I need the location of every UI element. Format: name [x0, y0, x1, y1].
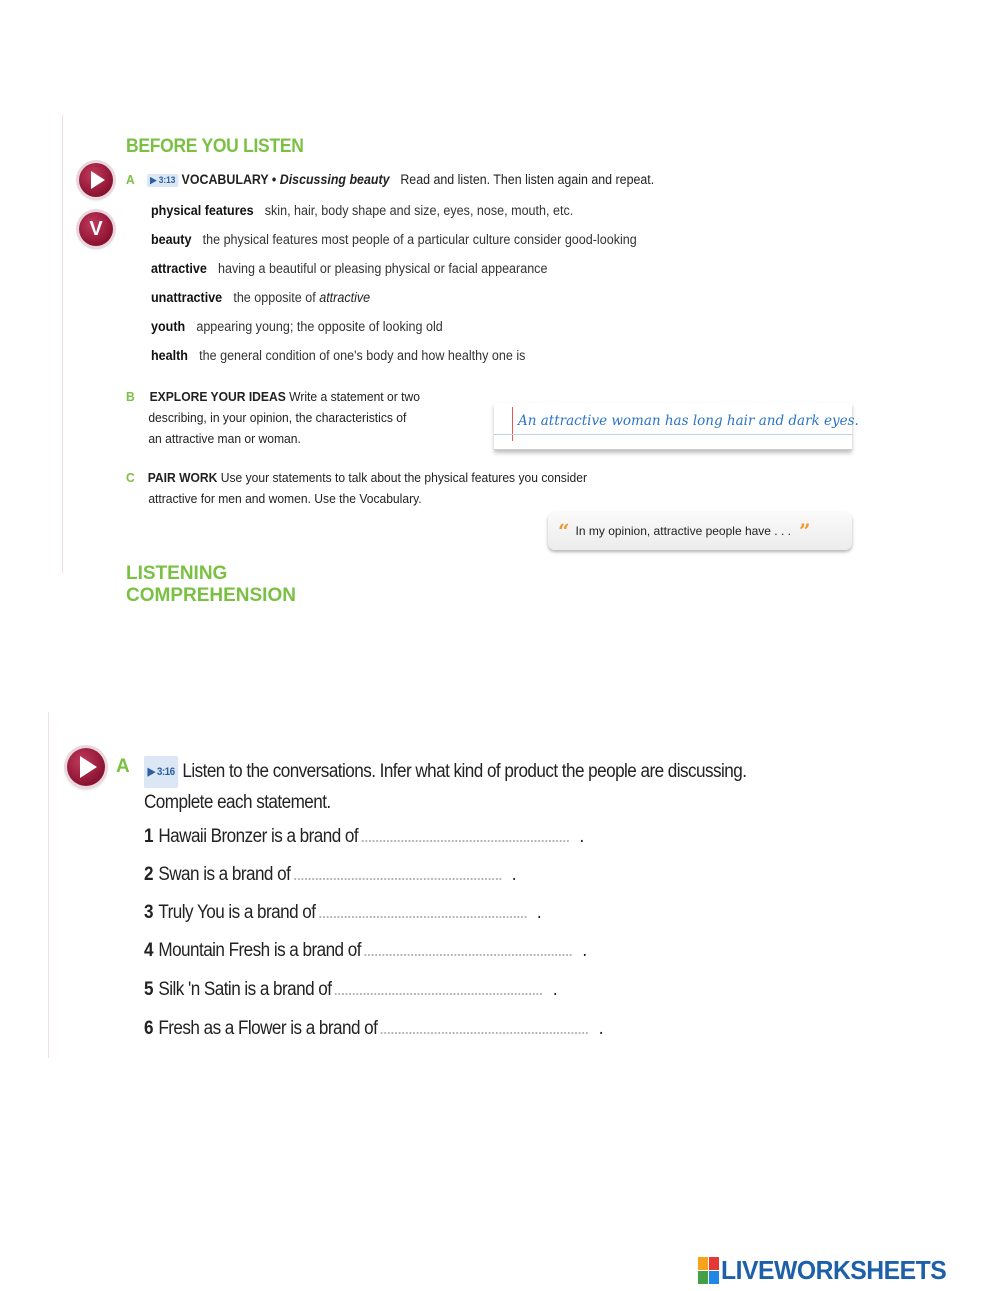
instruction-text: an attractive man or woman.	[148, 431, 301, 446]
vocab-item	[151, 348, 525, 363]
instruction-text: Read and listen. Then listen again and repeat.	[400, 172, 655, 187]
item-period: .	[552, 979, 558, 1000]
item-text: Mountain Fresh is a brand of	[158, 940, 361, 961]
logo-blocks-icon	[698, 1257, 719, 1284]
list-item	[144, 864, 516, 886]
instruction-text: attractive for men and women. Use the Vocabulary.	[148, 491, 422, 506]
example-note-card	[494, 403, 859, 450]
answer-blank[interactable]	[365, 940, 572, 956]
item-text: Truly You is a brand of	[158, 902, 316, 923]
exercise-a-instruction	[126, 172, 654, 187]
vocab-term: attractive	[151, 261, 207, 276]
play-button[interactable]	[79, 163, 113, 197]
item-text: Swan is a brand of	[158, 864, 291, 885]
item-period: .	[579, 826, 584, 847]
instruction-text: Write a statement or two	[289, 389, 420, 404]
vocab-definition: having a beautiful or pleasing physical or facial appearance	[218, 261, 548, 276]
vocab-item	[151, 290, 370, 305]
instruction-text: Listen to the conversations. Infer what kind of product the people are discussing.	[182, 761, 747, 783]
vocab-term: youth	[151, 319, 186, 334]
section-heading: BEFORE YOU LISTEN	[126, 136, 304, 157]
answer-blank[interactable]	[319, 902, 526, 918]
play-icon	[91, 171, 105, 189]
logo-text: LIVEWORKSHEETS	[721, 1254, 947, 1285]
answer-blank[interactable]	[381, 1018, 588, 1034]
audio-track-icon: ▶ 3:16	[144, 756, 178, 788]
quote-open-icon: “	[558, 519, 570, 543]
vocab-definition: appearing young; the opposite of looking old	[196, 319, 443, 334]
list-item	[144, 902, 541, 924]
liveworksheets-logo	[698, 1255, 958, 1285]
vocab-item	[151, 203, 573, 218]
exercise-letter: A	[116, 756, 130, 777]
speech-bubble	[548, 512, 852, 550]
item-period: .	[598, 1018, 603, 1039]
exercise-letter: C	[126, 470, 135, 485]
vocab-definition: skin, hair, body shape and size, eyes, nose, mouth, etc.	[264, 203, 574, 218]
vocab-term: physical features	[151, 203, 254, 218]
exercise-b	[126, 386, 420, 449]
list-item	[144, 940, 587, 962]
instruction-text: Complete each statement.	[144, 792, 331, 813]
audio-track-icon: ▶ 3:13	[147, 174, 178, 187]
exercise-letter: A	[126, 172, 135, 187]
vocab-definition-italic: attractive	[319, 290, 371, 305]
exercise-instruction	[144, 756, 746, 818]
answer-blank[interactable]	[335, 979, 542, 995]
vocabulary-v-icon: V	[89, 217, 103, 240]
section-divider	[62, 115, 63, 573]
instruction-text: Use your statements to talk about the physical features you consider	[220, 470, 588, 485]
vocab-term: unattractive	[151, 290, 223, 305]
play-button[interactable]	[67, 748, 105, 786]
vocab-definition: the opposite of	[233, 290, 316, 305]
vocab-term: health	[151, 348, 188, 363]
answer-blank[interactable]	[294, 864, 501, 880]
item-text: Fresh as a Flower is a brand of	[158, 1018, 378, 1039]
vocab-item	[151, 319, 443, 334]
list-item	[144, 826, 584, 848]
vocab-definition: the general condition of one's body and how healthy one is	[199, 348, 526, 363]
vocab-item	[151, 232, 637, 247]
item-number: 2	[144, 864, 153, 885]
vocab-term: beauty	[151, 232, 192, 247]
item-number: 1	[144, 826, 153, 847]
bullet: •	[268, 172, 280, 187]
vocab-item	[151, 261, 547, 276]
exercise-letter: B	[126, 389, 135, 404]
next-section-heading-text: LISTENING COMPREHENSION	[126, 563, 296, 606]
vocabulary-button[interactable]	[79, 212, 113, 246]
instruction-text: describing, in your opinion, the characteristics of	[148, 410, 407, 425]
note-margin-line	[512, 407, 513, 441]
item-period: .	[536, 902, 542, 923]
note-rule-line	[494, 434, 852, 435]
vocab-definition: the physical features most people of a particular culture consider good-looking	[202, 232, 637, 247]
quote-close-icon: ”	[798, 519, 811, 543]
next-section-heading	[126, 563, 386, 606]
item-period: .	[582, 940, 587, 961]
exercise-label: PAIR WORK	[147, 470, 218, 485]
answer-blank[interactable]	[362, 826, 569, 842]
item-number: 4	[144, 940, 153, 961]
exercise-c	[126, 467, 587, 509]
item-period: .	[511, 864, 516, 885]
exercise-label: EXPLORE YOUR IDEAS	[149, 389, 286, 404]
item-number: 5	[144, 979, 153, 1000]
section-divider	[48, 712, 49, 1058]
example-note-text: An attractive woman has long hair and dark eyes.	[518, 413, 859, 429]
item-number: 3	[144, 902, 153, 923]
play-icon	[80, 756, 97, 778]
exercise-topic: Discussing beauty	[279, 172, 390, 187]
list-item	[144, 979, 557, 1001]
item-text: Hawaii Bronzer is a brand of	[158, 826, 359, 847]
item-number: 6	[144, 1018, 153, 1039]
item-text: Silk 'n Satin is a brand of	[158, 979, 332, 1000]
list-item	[144, 1018, 603, 1040]
speech-bubble-text: In my opinion, attractive people have . . .	[575, 524, 791, 538]
exercise-label: VOCABULARY	[181, 172, 269, 187]
